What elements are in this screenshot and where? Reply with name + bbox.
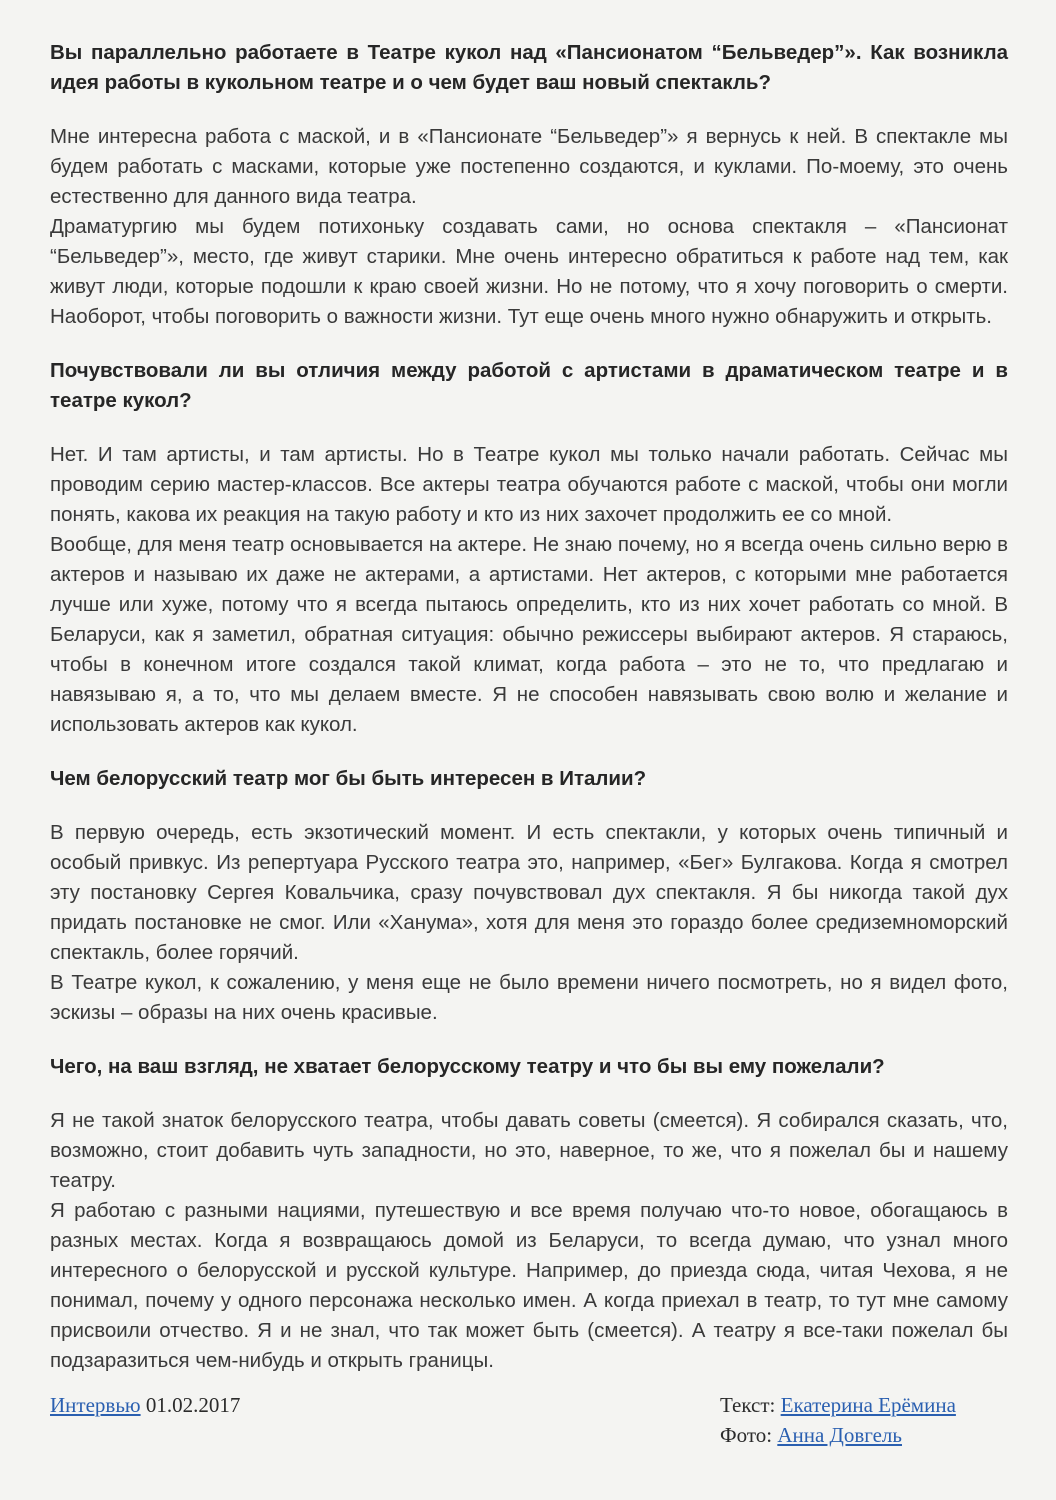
spacer (50, 1082, 1008, 1106)
category-link[interactable]: Интервью (50, 1393, 141, 1417)
answer-paragraph: Нет. И там артисты, и там артисты. Но в Театре кукол мы только начали работать. Сейчас мы проводим серию мастер-классов. Все актеры театра обучаются работе с маской, чтобы они могли понять, какова их реакция на такую работу и кто из них захочет продолжить ее со мной. (50, 443, 1008, 526)
publish-date: 01.02.2017 (145, 1393, 241, 1417)
footer-credits (720, 1390, 956, 1450)
answer-paragraph: В первую очередь, есть экзотический момент. И есть спектакли, у которых очень типичный и особый привкус. Из репертуара Русского театра это, например, «Бег» Булгакова. Когда я смотрел эту постановку Сергея Ковальчика, сразу почувствовал дух спектакля. Я бы никогда такой дух придать постановке не смог. Или «Ханума», хотя для меня это гораздо более средиземноморский спектакль, более горячий. (50, 821, 1008, 964)
photo-credit (720, 1420, 956, 1450)
interview-question: Почувствовали ли вы отличия между работой с артистами в драматическом театре и в театре кукол? (50, 359, 1008, 412)
footer-meta (50, 1390, 240, 1420)
article-body (50, 38, 1008, 1376)
spacer (50, 332, 1008, 356)
photo-credit-label: Фото: (720, 1423, 773, 1447)
answer-paragraph: Вообще, для меня театр основывается на актере. Не знаю почему, но я всегда очень сильно верю в актеров и называю их даже не актерами, а артистами. Нет актеров, с которыми мне работается лучше или хуже, потому что я всегда пытаюсь определить, кто из них хочет работать со мной. В Беларуси, как я заметил, обратная ситуация: обычно режиссеры выбирают актеров. Я стараюсь, чтобы в конечном итоге создался такой климат, когда работа – это не то, что предлагаю и навязываю я, а то, что мы делаем вместе. Я не способен навязывать свою волю и желание и использовать актеров как кукол. (50, 533, 1008, 736)
spacer (50, 416, 1008, 440)
spacer (50, 794, 1008, 818)
answer-paragraph: Мне интересна работа с маской, и в «Пансионате “Бельведер”» я вернусь к ней. В спектакле мы будем работать с масками, которые уже постепенно создаются, и куклами. По-моему, это очень естественно для данного вида театра. (50, 125, 1008, 208)
text-credit-label: Текст: (720, 1393, 776, 1417)
spacer (50, 98, 1008, 122)
interview-question: Чего, на ваш взгляд, не хватает белорусскому театру и что бы вы ему пожелали? (50, 1055, 885, 1078)
answer-paragraph: Драматургию мы будем потихоньку создавать сами, но основа спектакля – «Пансионат “Бельведер”», место, где живут старики. Мне очень интересно обратиться к работе над тем, как живут люди, которые подошли к краю своей жизни. Но не потому, что я хочу поговорить о смерти. Наоборот, чтобы поговорить о важности жизни. Тут еще очень много нужно обнаружить и открыть. (50, 215, 1008, 328)
interview-question: Чем белорусский театр мог бы быть интересен в Италии? (50, 767, 647, 790)
answer-paragraph: Я не такой знаток белорусского театра, чтобы давать советы (смеется). Я собирался сказать, что, возможно, стоит добавить чуть западности, но это, наверное, то же, что я пожелал бы и нашему театру. (50, 1109, 1008, 1192)
interview-question: Вы параллельно работаете в Театре кукол над «Пансионатом “Бельведер”». Как возникла идея работы в кукольном театре и о чем будет ваш новый спектакль? (50, 41, 1008, 94)
text-credit (720, 1390, 956, 1420)
spacer (50, 740, 1008, 764)
article-footer (50, 1390, 1008, 1460)
answer-paragraph: Я работаю с разными нациями, путешествую и все время получаю что-то новое, обогащаюсь в разных местах. Когда я возвращаюсь домой из Беларуси, то всегда думаю, что узнал много интересного о белорусской и русской культуре. Например, до приезда сюда, читая Чехова, я не понимал, почему у одного персонажа несколько имен. А когда приехал в театр, то тут мне самому присвоили отчество. Я и не знал, что так может быть (смеется). А театру я все-таки пожелал бы подзаразиться чем-нибудь и открыть границы. (50, 1199, 1008, 1372)
text-author-link[interactable]: Екатерина Ерёмина (780, 1393, 956, 1417)
photo-author-link[interactable]: Анна Довгель (777, 1423, 902, 1447)
answer-paragraph: В Театре кукол, к сожалению, у меня еще не было времени ничего посмотреть, но я видел фото, эскизы – образы на них очень красивые. (50, 971, 1008, 1024)
spacer (50, 1028, 1008, 1052)
